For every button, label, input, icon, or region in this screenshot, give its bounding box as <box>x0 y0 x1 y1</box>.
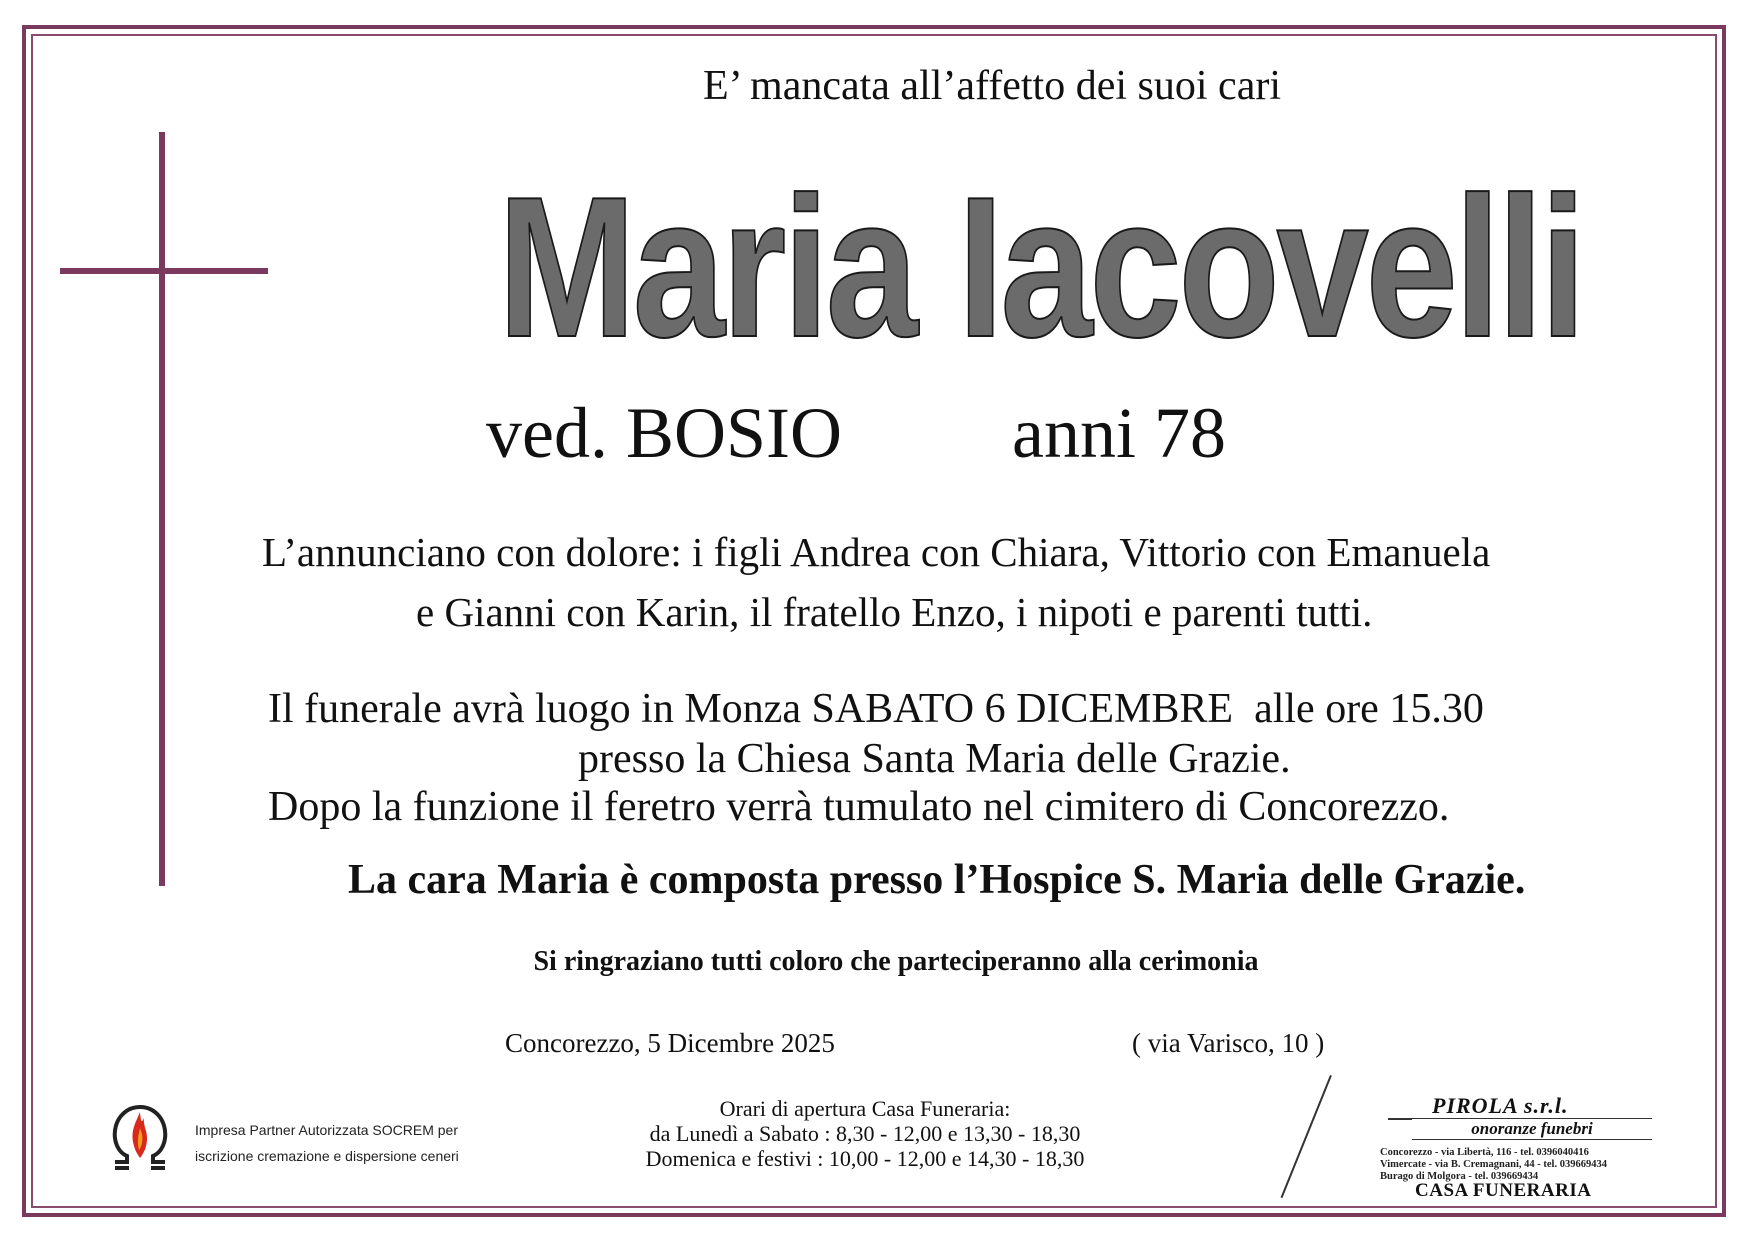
announcement-line-2: e Gianni con Karin, il fratello Enzo, i nipoti e parenti tutti. <box>416 589 1373 635</box>
pirola-subtitle: onoranze funebri <box>1412 1118 1652 1140</box>
viewing-notice: La cara Maria è composta presso l’Hospice S. Maria delle Grazie. <box>348 857 1526 903</box>
opening-hours <box>615 1096 1115 1171</box>
funeral-line-3: Dopo la funzione il feretro verrà tumulato nel cimitero di Concorezzo. <box>268 784 1450 830</box>
pirola-rule <box>1388 1118 1412 1120</box>
socrem-text <box>195 1117 459 1169</box>
pirola-name: PIROLA s.r.l. <box>1432 1093 1569 1118</box>
hours-weekdays: da Lunedì a Sabato : 8,30 - 12,00 e 13,30 - 18,30 <box>649 1121 1081 1146</box>
pirola-address-3: Burago di Molgora - tel. 039669434 <box>1380 1171 1539 1182</box>
thanks-notice: Si ringraziano tutti coloro che parteciperanno alla cerimonia <box>533 946 1259 977</box>
deceased-name: Maria Iacovelli <box>497 156 1583 379</box>
widow-of: ved. BOSIO <box>486 393 842 473</box>
pirola-casa-funeraria: CASA FUNERARIA <box>1415 1180 1592 1201</box>
place-date: Concorezzo, 5 Dicembre 2025 <box>505 1028 835 1058</box>
age: anni 78 <box>1012 393 1226 473</box>
pirola-address-1: Concorezzo - via Libertà, 116 - tel. 0396040416 <box>1380 1147 1589 1158</box>
pirola-address-2: Vimercate - via B. Cremagnani, 44 - tel. 039669434 <box>1380 1159 1607 1170</box>
pirola-addresses <box>1380 1147 1607 1183</box>
hours-title: Orari di apertura Casa Funeraria: <box>719 1096 1011 1121</box>
funeral-line-2: presso la Chiesa Santa Maria delle Grazie. <box>578 736 1291 782</box>
socrem-flame-icon <box>105 1098 175 1172</box>
hours-sunday: Domenica e festivi : 10,00 - 12,00 e 14,30 - 18,30 <box>645 1146 1085 1171</box>
address: ( via Varisco, 10 ) <box>1132 1028 1325 1058</box>
intro-text: E’ mancata all’affetto dei suoi cari <box>703 63 1281 109</box>
socrem-line-2: iscrizione cremazione e dispersione ceneri <box>195 1148 459 1164</box>
socrem-line-1: Impresa Partner Autorizzata SOCREM per <box>195 1122 458 1138</box>
announcement-line-1: L’annunciano con dolore: i figli Andrea con Chiara, Vittorio con Emanuela <box>262 529 1491 575</box>
funeral-line-1: Il funerale avrà luogo in Monza SABATO 6 DICEMBRE alle ore 15.30 <box>268 686 1484 732</box>
